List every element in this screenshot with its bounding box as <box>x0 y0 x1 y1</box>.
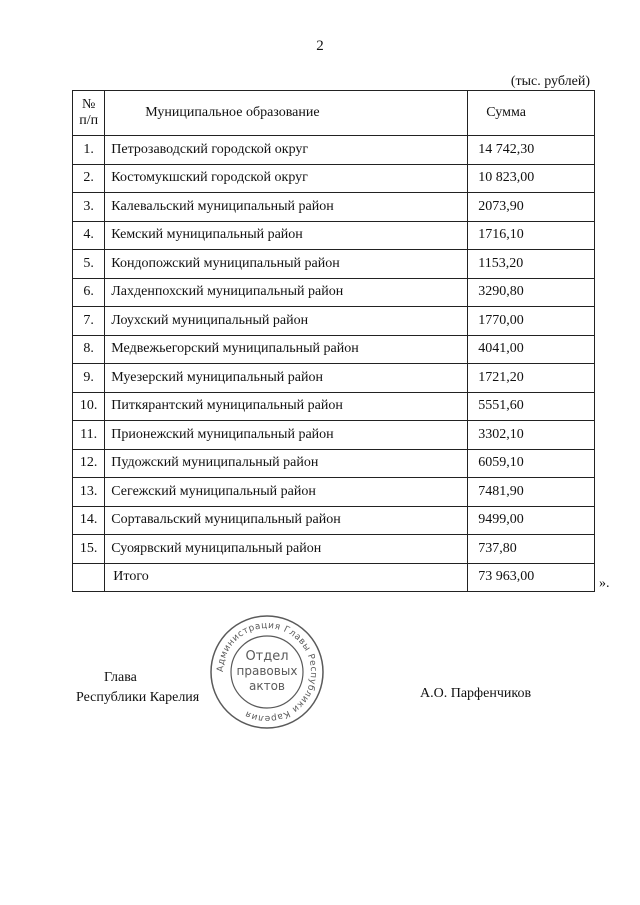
table-row <box>73 364 595 393</box>
row-num: 4. <box>73 221 105 250</box>
table-row <box>73 221 595 250</box>
row-num: 11. <box>73 421 105 450</box>
table-row <box>73 278 595 307</box>
row-sum: 3302,10 <box>468 421 595 450</box>
table-row <box>73 307 595 336</box>
header-num: № п/п <box>73 91 105 136</box>
row-name: Кемский муниципальный район <box>105 221 468 250</box>
table-row <box>73 506 595 535</box>
row-num: 15. <box>73 535 105 564</box>
table-row <box>73 449 595 478</box>
row-num: 1. <box>73 136 105 165</box>
row-sum: 1153,20 <box>468 250 595 279</box>
row-num: 12. <box>73 449 105 478</box>
row-name: Лахденпохский муниципальный район <box>105 278 468 307</box>
row-num: 13. <box>73 478 105 507</box>
row-name: Питкярантский муниципальный район <box>105 392 468 421</box>
row-name: Муезерский муниципальный район <box>105 364 468 393</box>
row-sum: 10 823,00 <box>468 164 595 193</box>
signature-title <box>76 668 200 708</box>
header-name: Муниципальное образование <box>105 91 468 136</box>
signature-title-line1: Глава <box>104 670 137 685</box>
table-row <box>73 392 595 421</box>
row-sum: 737,80 <box>468 535 595 564</box>
stamp-center-line-2: правовых <box>236 664 298 678</box>
closing-quote: ». <box>599 576 610 591</box>
row-num: 9. <box>73 364 105 393</box>
row-num: 6. <box>73 278 105 307</box>
row-name: Сегежский муниципальный район <box>105 478 468 507</box>
row-sum: 4041,00 <box>468 335 595 364</box>
official-stamp <box>207 612 327 732</box>
allocation-table <box>72 90 595 592</box>
row-sum: 14 742,30 <box>468 136 595 165</box>
row-name: Суоярвский муниципальный район <box>105 535 468 564</box>
row-name: Петрозаводский городской округ <box>105 136 468 165</box>
row-sum: 1721,20 <box>468 364 595 393</box>
row-sum: 6059,10 <box>468 449 595 478</box>
row-num: 14. <box>73 506 105 535</box>
page-number: 2 <box>316 38 324 54</box>
row-name: Пудожский муниципальный район <box>105 449 468 478</box>
row-num: 8. <box>73 335 105 364</box>
table-row <box>73 478 595 507</box>
table-row <box>73 335 595 364</box>
row-num: 3. <box>73 193 105 222</box>
row-num: 5. <box>73 250 105 279</box>
header-sum: Сумма <box>468 91 595 136</box>
total-row <box>73 563 595 592</box>
table-row <box>73 136 595 165</box>
row-sum: 1716,10 <box>468 221 595 250</box>
row-sum: 2073,90 <box>468 193 595 222</box>
row-name: Медвежьегорский муниципальный район <box>105 335 468 364</box>
signature-name: А.О. Парфенчиков <box>420 686 532 701</box>
row-sum: 1770,00 <box>468 307 595 336</box>
stamp-center-line-1: Отдел <box>245 649 289 664</box>
table-row <box>73 193 595 222</box>
row-name: Лоухский муниципальный район <box>105 307 468 336</box>
row-name: Калевальский муниципальный район <box>105 193 468 222</box>
row-name: Кондопожский муниципальный район <box>105 250 468 279</box>
signature-title-line2: Республики Карелия <box>76 690 200 705</box>
stamp-ring-text: Администрация Главы Республики Карелия <box>215 620 319 724</box>
units-label: (тыс. рублей) <box>510 74 590 89</box>
total-label: Итого <box>105 563 468 592</box>
total-sum: 73 963,00 <box>468 563 595 592</box>
table-row <box>73 421 595 450</box>
total-num-cell <box>73 563 105 592</box>
table-row <box>73 535 595 564</box>
row-num: 7. <box>73 307 105 336</box>
row-num: 2. <box>73 164 105 193</box>
row-name: Костомукшский городской округ <box>105 164 468 193</box>
row-sum: 5551,60 <box>468 392 595 421</box>
row-sum: 9499,00 <box>468 506 595 535</box>
row-sum: 3290,80 <box>468 278 595 307</box>
row-name: Сортавальский муниципальный район <box>105 506 468 535</box>
table-row <box>73 250 595 279</box>
stamp-center-line-3: актов <box>248 679 286 693</box>
row-sum: 7481,90 <box>468 478 595 507</box>
table-header-row <box>73 91 595 136</box>
table-row <box>73 164 595 193</box>
row-name: Прионежский муниципальный район <box>105 421 468 450</box>
row-num: 10. <box>73 392 105 421</box>
